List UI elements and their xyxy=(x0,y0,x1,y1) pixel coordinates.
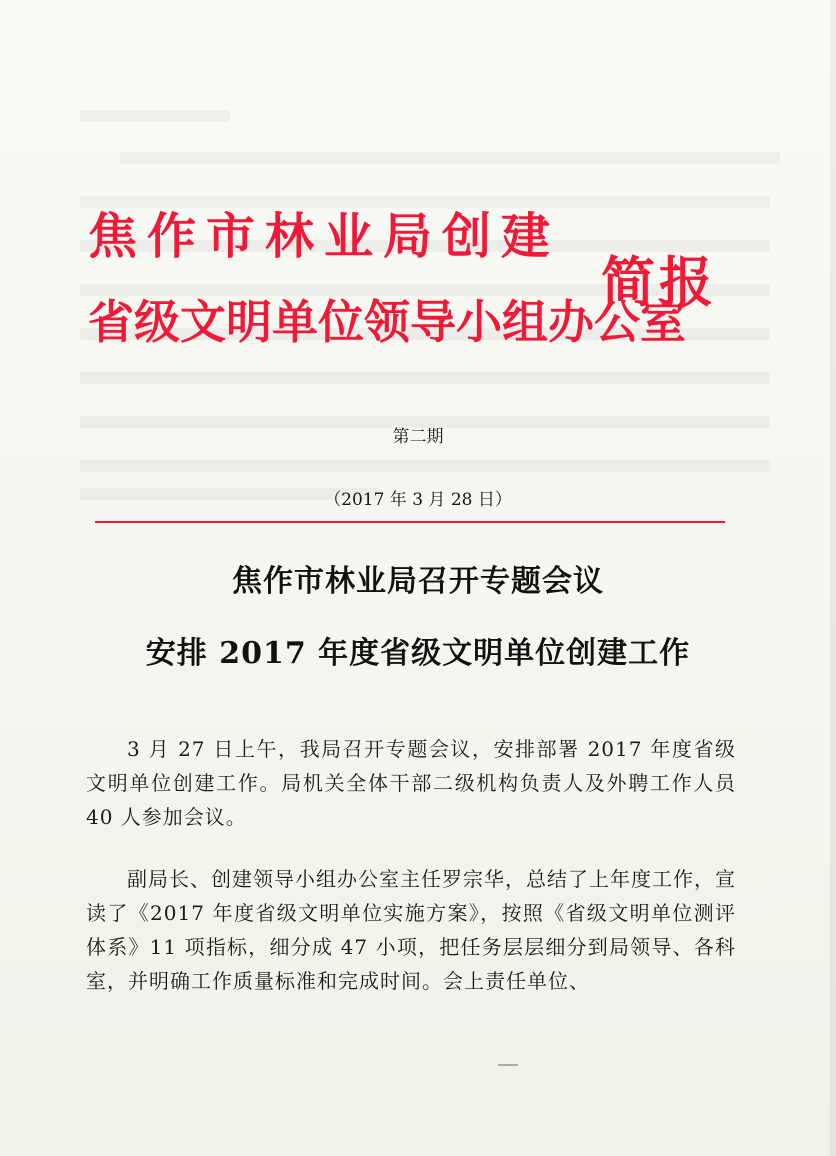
issue-number: 第二期 xyxy=(392,427,444,447)
masthead-brief-title: 简报 xyxy=(601,251,717,314)
show-through-line xyxy=(80,196,770,208)
show-through-line xyxy=(80,110,230,122)
scan-mark xyxy=(498,1064,518,1066)
show-through-line xyxy=(80,372,770,384)
article-headline-line-1: 焦作市林业局召开专题会议 xyxy=(232,564,604,599)
article-headline-line-2: 安排 2017 年度省级文明单位创建工作 xyxy=(145,636,691,671)
masthead-divider xyxy=(95,521,725,523)
show-through-line xyxy=(80,460,770,472)
article-paragraph: 副局长、创建领导小组办公室主任罗宗华，总结了上年度工作，宣读了《2017 年度省级文明单位实施方案》，按照《省级文明单位测评体系》11 项指标，细分成 47 小项，把任务层层细分到局领导、各科室，并明确工作质量标准和完成时间。会上责任单位、 xyxy=(86,867,736,993)
masthead-line-2: 省级文明单位领导小组办公室 xyxy=(88,295,686,349)
scan-edge-shadow xyxy=(830,0,836,1156)
masthead-line-1: 焦作市林业局创建 xyxy=(88,208,561,265)
issue-date: （2017 年 3 月 28 日） xyxy=(324,490,512,510)
article-paragraph: 3 月 27 日上午，我局召开专题会议，安排部署 2017 年度省级文明单位创建工作。局机关全体干部二级机构负责人及外聘工作人员 40 人参加会议。 xyxy=(86,737,736,829)
show-through-line xyxy=(120,152,780,164)
